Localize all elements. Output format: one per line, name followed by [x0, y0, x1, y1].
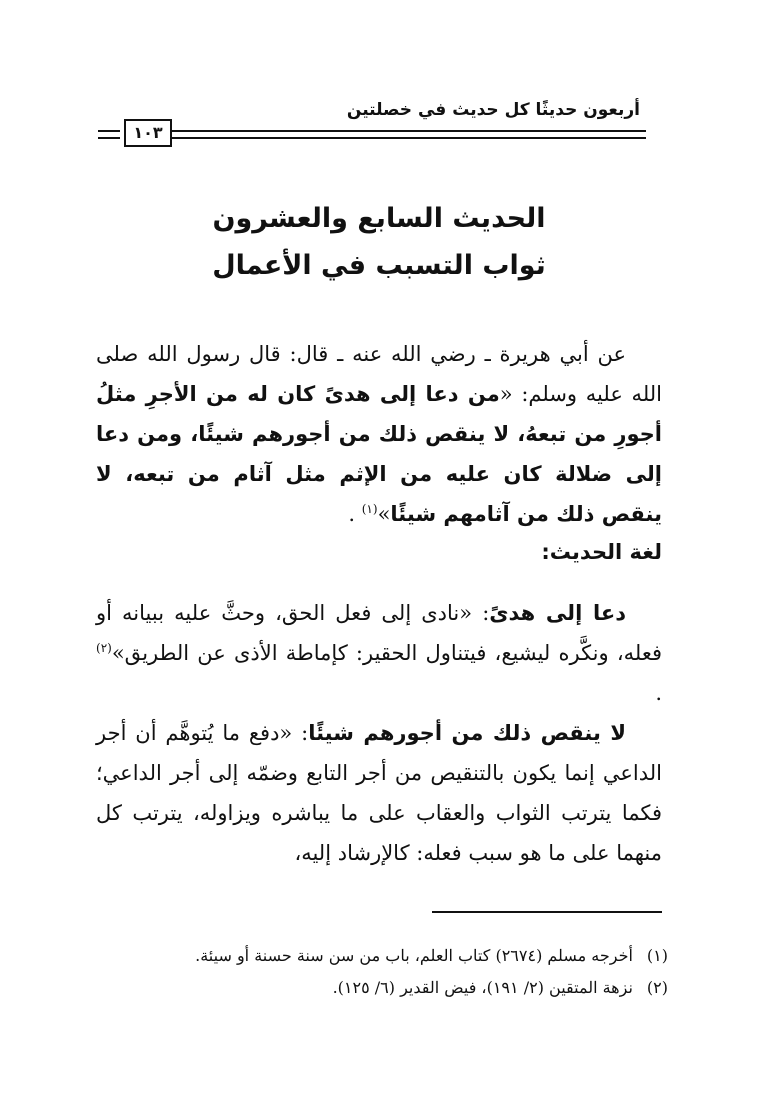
footnote-separator	[432, 911, 662, 913]
chapter-subtitle: ثواب التسبب في الأعمال	[212, 250, 546, 281]
hadith-quote: من دعا إلى هدىً كان له من الأجرِ مثلُ أجورِ من تبعهُ، لا ينقص ذلك من أجورهم شيئًا، ومن دعا إلى ضلالة كان عليه من الإثم مثل آثام من تبعه، لا ينقص ذلك من آثامهم شيئًا	[96, 382, 662, 526]
footnote-text: أخرجه مسلم (٢٦٧٤) كتاب العلم، باب من سن سنة حسنة أو سيئة.	[195, 946, 633, 965]
footnote-ref-1[interactable]: (١)	[361, 502, 378, 516]
footnote-number: (٢)	[646, 978, 668, 997]
hadith-paragraph	[96, 334, 662, 534]
explanation-paragraph	[96, 713, 662, 873]
footnote-ref-2[interactable]: (٢)	[96, 641, 112, 655]
footnote-number: (١)	[646, 946, 668, 965]
footnote	[96, 944, 668, 968]
explained-term: لا ينقص ذلك من أجورهم شيئًا	[308, 721, 626, 745]
hadith-end: .	[348, 502, 362, 526]
running-header: أربعون حديثًا كل حديث في خصلتين	[346, 100, 640, 120]
explanation-paragraph	[96, 593, 662, 713]
explained-term: دعا إلى هدىً	[489, 601, 626, 625]
paragraph-end: .	[655, 681, 662, 705]
section-heading: لغة الحديث:	[541, 540, 662, 564]
page-number: ١٠٣	[124, 119, 172, 147]
footnote	[96, 976, 668, 1000]
footnote-text: نزهة المتقين (٢/ ١٩١)، فيض القدير (٦/ ١٢٥).	[332, 978, 633, 997]
explanation-text: : «دفع ما يُتوهَّم أن أجر الداعي إنما يكون بالتنقيص من أجر التابع وضمّه إلى أجر الداعي؛ فكما يترتب الثواب والعقاب على ما يباشره ويزاوله، يترتب كل منهما على ما هو سبب فعله: كالإرشاد إليه،	[96, 721, 662, 865]
hadith-intro: عن أبي هريرة ـ رضي الله عنه ـ قال: قال رسول الله صلى الله عليه وسلم: «	[96, 342, 662, 406]
page-number-dash	[98, 130, 120, 139]
header-rule	[172, 130, 646, 139]
chapter-title: الحديث السابع والعشرون	[212, 203, 546, 234]
explanation-text: : «نادى إلى فعل الحق، وحثَّ عليه ببيانه أو فعله، ونكَّره ليشيع، فيتناول الحقير: كإماطة الأذى عن الطريق»	[96, 601, 662, 665]
hadith-close: »	[377, 502, 391, 526]
